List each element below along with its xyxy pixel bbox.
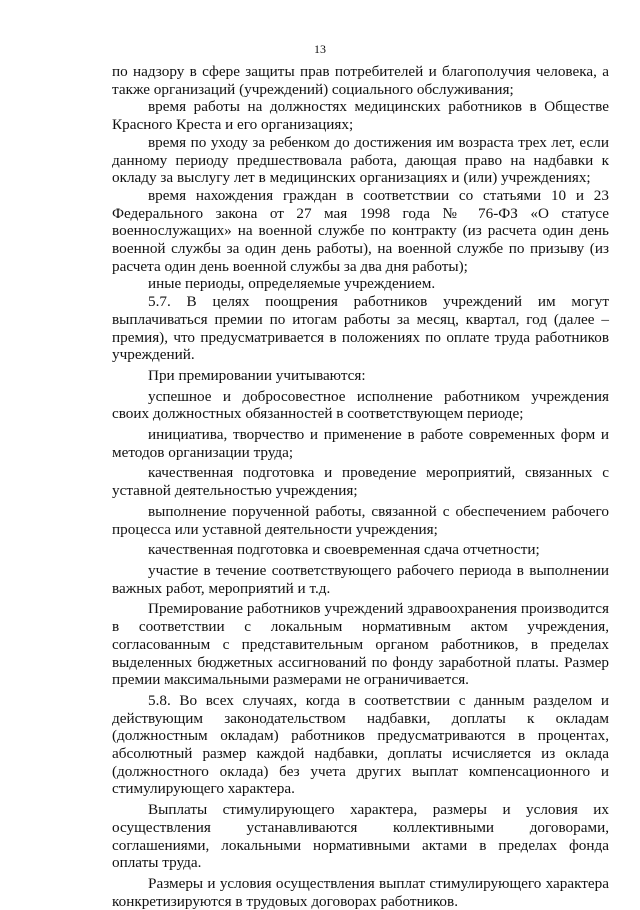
paragraph: Выплаты стимулирующего характера, размеры и условия их осуществления устанавливаются коллективными договорами, соглашениями, локальными нормативными актами в пределах фонда оплаты труда. [112,801,609,872]
paragraph: время работы на должностях медицинских работников в Обществе Красного Креста и его организациях; [112,98,609,134]
body-text [112,63,609,910]
paragraph: Премирование работников учреждений здравоохранения производится в соответствии с локальным нормативным актом учреждения, согласованным с представительным органом работников, в пределах выделенных бюджетных ассигнований по фонду заработной платы. Размер премии максимальными размерами не ограничивается. [112,600,609,689]
paragraph: участие в течение соответствующего рабочего периода в выполнении важных работ, мероприятий и т.д. [112,561,609,597]
paragraph: инициатива, творчество и применение в работе современных форм и методов организации труда; [112,426,609,461]
paragraph: качественная подготовка и своевременная сдача отчетности; [148,541,540,559]
paragraph: 5.7. В целях поощрения работников учреждений им могут выплачиваться премии по итогам работы за месяц, квартал, год (далее – премия), что предусматривается в положениях по оплате труда работников учреждений. [112,293,609,364]
paragraph: 5.8. Во всех случаях, когда в соответствии с данным разделом и действующим законодательством надбавки, доплаты к окладам (должностным окладам) работников предусматриваются в процентах, абсолютный размер каждой надбавки, доплаты исчисляется из оклада (должностного оклада) без учета других выплат компенсационного и стимулирующего характера. [112,691,609,798]
paragraph: по надзору в сфере защиты прав потребителей и благополучия человека, а также организаций (учреждений) социального обслуживания; [112,63,609,98]
paragraph: успешное и добросовестное исполнение работником учреждения своих должностных обязанностей в соответствующем периоде; [112,387,609,423]
paragraph: качественная подготовка и проведение мероприятий, связанных с уставной деятельностью учреждения; [112,464,609,500]
paragraph: Размеры и условия осуществления выплат стимулирующего характера конкретизируются в трудовых договорах работников. [112,874,609,910]
paragraph: При премировании учитываются: [148,366,366,384]
paragraph: время по уходу за ребенком до достижения им возраста трех лет, если данному периоду предшествовала работа, дающая право на надбавки к окладу за выслугу лет в медицинских организациях и (или) учреждениях; [112,133,609,187]
paragraph: выполнение порученной работы, связанной с обеспечением рабочего процесса или уставной деятельности учреждения; [112,502,609,538]
paragraph: иные периоды, определяемые учреждением. [148,275,436,293]
page-number: 13 [314,42,326,56]
paragraph: время нахождения граждан в соответствии со статьями 10 и 23 Федерального закона от 27 мая 1998 года № 76-ФЗ «О статусе военнослужащих» на военной службе по контракту (из расчета один день военной службы за один день работы), на военной службе по призыву (из расчета один день военной службы за два дня работы); [112,186,609,275]
